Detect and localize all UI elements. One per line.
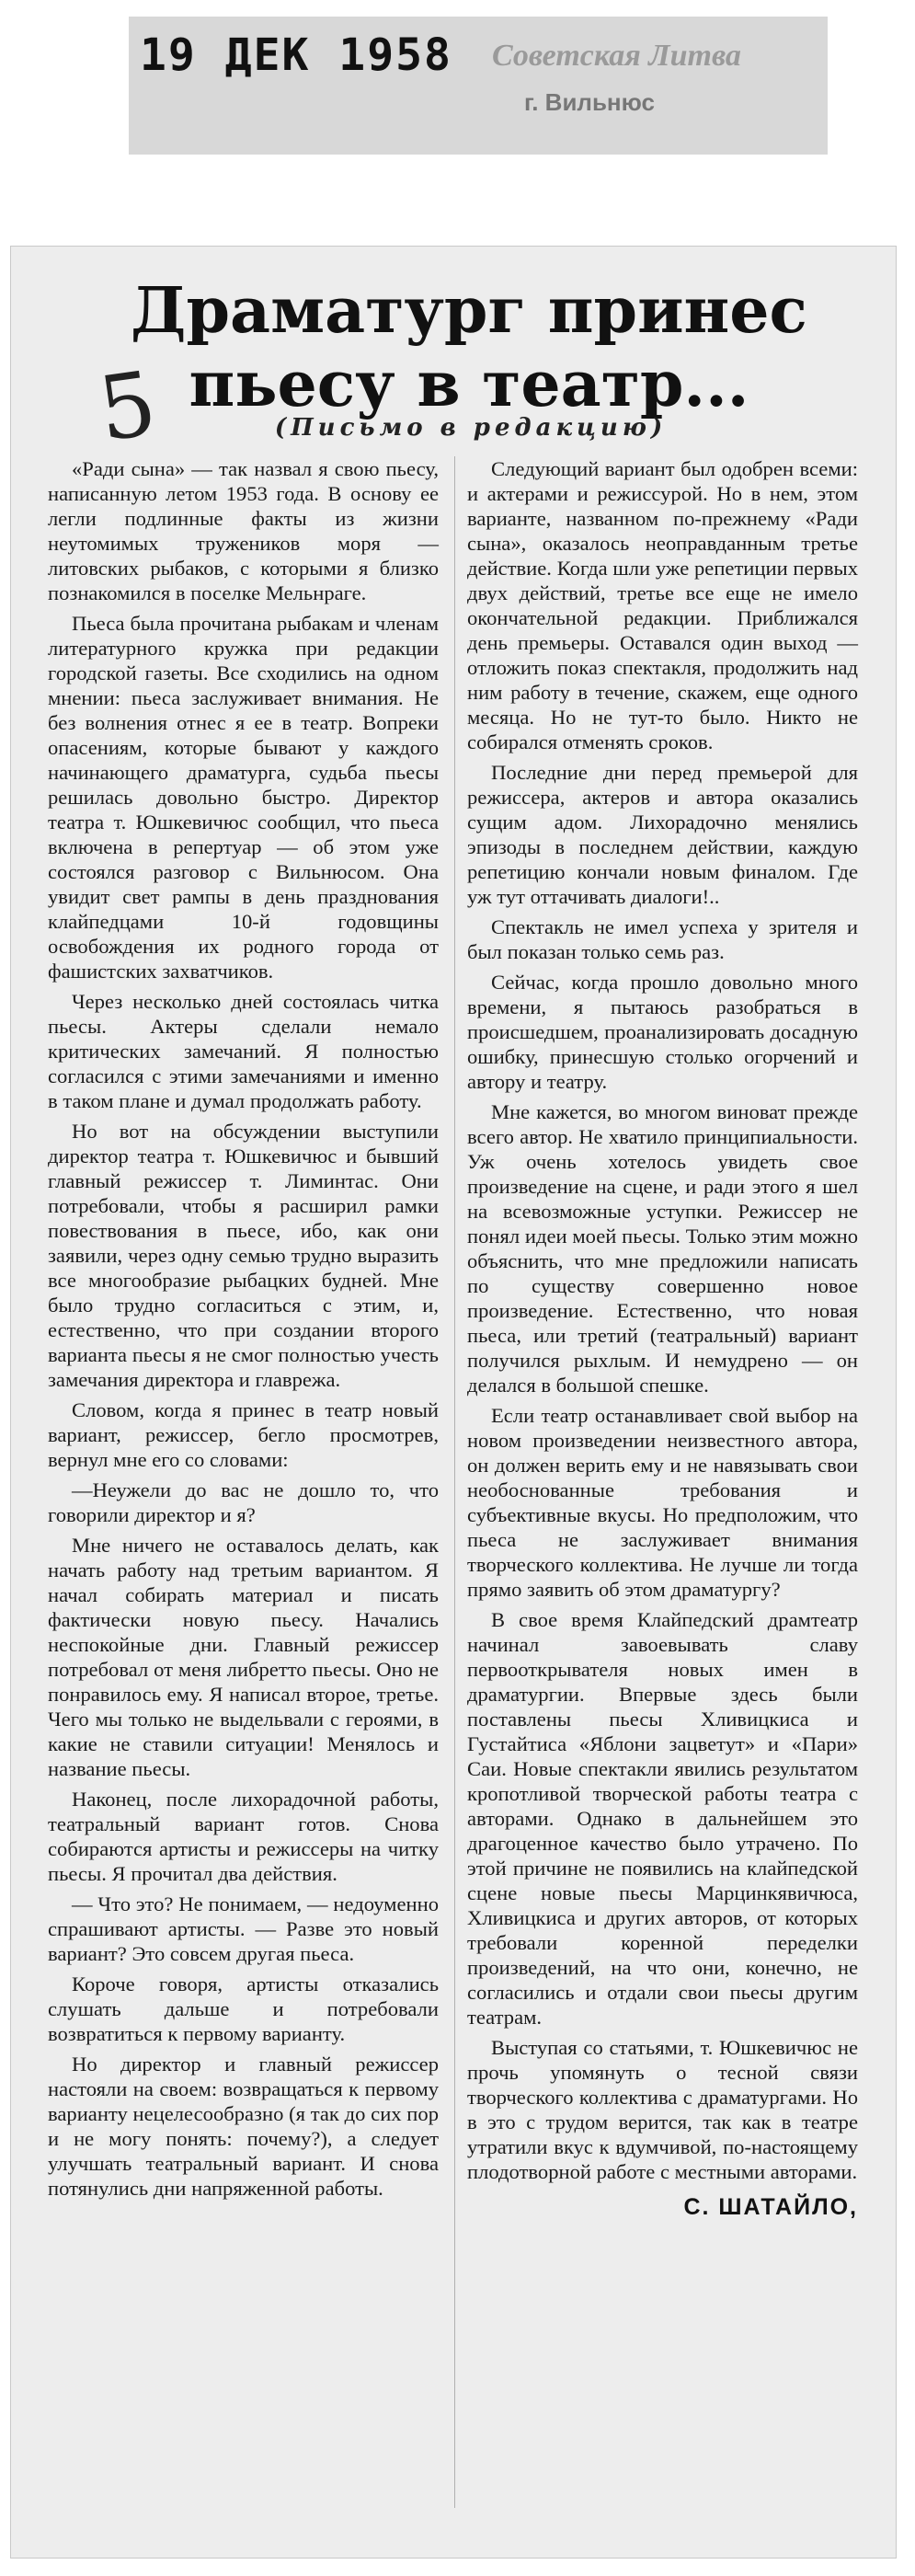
paragraph: Следующий вариант был одобрен всеми: и актерами и режиссурой. Но в нем, этом варианте, названном по-прежнему «Ради сына», оказалось неоправданным третье действие. Когда шли уже репетиции первых двух действий, третье все еще не имело окончательной редакции. Приближался день премьеры. Оставался один выход — отложить показ спектакля, продолжить над ним работу в течение, скажем, еще одного месяца. Но не тут-то было. Никто не собирался отменять сроков. (467, 457, 858, 753)
article-column-left (48, 456, 439, 2206)
stamp-date: 19 ДЕК 1958 (140, 29, 452, 81)
article-subheading: (Письмо в редакцию) (274, 414, 668, 442)
paragraph: Пьеса была прочитана рыбакам и членам литературного кружка при редакции городской газеты. Все сходились на одном мнении: пьеса заслуживает внимания. Не без волнения отнес я ее в театр. Вопреки опасениям, которые бывают у каждого начинающего драматурга, судьба пьесы решилась довольно быстро. Директор театра т. Юшкевичюс сообщил, что пьеса включена в репертуар — об этом уже состоялся разговор с Вильнюсом. Она увидит свет рампы в день празднования клайпедцами 10-й годовщины освобождения их родного города от фашистских захватчиков. (48, 612, 439, 983)
paragraph: Спектакль не имел успеха у зрителя и был показан только семь раз. (467, 915, 858, 963)
paragraph: Мне ничего не оставалось делать, как начать работу над третьим вариантом. Я начал собирать материал и писать фактически новую пьесу. Начались неспокойные дни. Главный режиссер потребовал от меня либретто пьесы. Оно не понравилось ему. Я написал второе, третье. Чего мы только не выдельвали с героями, в какие не ставили ситуации! Менялось и название пьесы. (48, 1534, 439, 1780)
newspaper-clipping (11, 247, 896, 2558)
paragraph: Но директор и главный режиссер настояли на своем: возвращаться к первому варианту нецелесообразно (я так до сих пор и не могу понять: почему?), а следует улучшать театральный вариант. И снова потянулись дни напряженной работы. (48, 2053, 439, 2200)
clipping-stamp (129, 17, 828, 155)
author-signature: С. ШАТАЙЛО, (683, 2194, 858, 2220)
paragraph: Наконец, после лихорадочной работы, театральный вариант готов. Снова собираются артисты и режиссеры на читку пьесы. Я прочитал два действия. (48, 1788, 439, 1885)
paragraph: Но вот на обсуждении выступили директор театра т. Юшкевичюс и бывший главный режиссер т. Лиминтас. Они потребовали, чтобы я расширил рамки повествования в пьесе, ибо, как они заявили, через одну семью трудно выразить все многообразие рыбацких будней. Мне было трудно согласиться с этим, и, естественно, что при создании второго варианта пьесы я не смог полностью учесть замечания директора и главрежа. (48, 1120, 439, 1391)
paragraph: Мне кажется, во многом виноват прежде всего автор. Не хватило принципиальности. Уж очень хотелось увидеть свое произведение на сцене, и ради этого я шел на всевозможные уступки. Режиссер не понял идеи моей пьесы. Только этим можно объяснить, что мне предложили написать по существу совершенно новое произведение. Естественно, что новая пьеса, или третий (театральный) вариант получился рыхлым. И немудрено — он делался в большой спешке. (467, 1100, 858, 1397)
column-divider (454, 456, 455, 2508)
paragraph: Через несколько дней состоялась читка пьесы. Актеры сделали немало критических замечаний. Я полностью согласился с этими замечаниями и именно в таком плане и думал продолжать работу. (48, 990, 439, 1112)
paragraph: Выступая со статьями, т. Юшкевичюс не прочь упомянуть о тесной связи творческого коллектива с драматургами. Но в это с трудом верится, так как в театре утратили вкус к вдумчивой, по-настоящему плодотворной работе с местными авторами. (467, 2036, 858, 2183)
paragraph: Сейчас, когда прошло довольно много времени, я пытаюсь разобраться в происшедшем, проанализировать досадную ошибку, принесшую столько огорчений и автору и театру. (467, 971, 858, 1093)
paragraph: —Неужели до вас не дошло то, что говорили директор и я? (48, 1478, 439, 1526)
paragraph: Последние дни перед премьерой для режиссера, актеров и автора оказались сущим адом. Лихорадочно менялись эпизоды в последнем действии, каждую репетицию кончали новым финалом. Где уж тут оттачивать диалоги!.. (467, 761, 858, 908)
stamp-newspaper: Советская Литва (492, 39, 741, 73)
paragraph: «Ради сына» — так назвал я свою пьесу, написанную летом 1953 года. В основу ее легли подлинные факты из жизни неутомимых тружеников моря — литовских рыбаков, с которыми я близко познакомился в поселке Мельнраге. (48, 457, 439, 604)
paragraph: В свое время Клайпедский драмтеатр начинал завоевывать славу первооткрывателя новых имен в драматургии. Впервые здесь были поставлены пьесы Хливицкиса и Густайтиса «Яблони зацветут» и «Пари» Саи. Новые спектакли явились результатом кропотливой творческой работы театра с авторами. Однако в дальнейшем это драгоценное качество было утрачено. По этой причине не появились на клайпедской сцене новые пьесы Марцинкявичюса, Хливицкиса и других авторов, от которых требовали коренной переделки произведений, на что они, конечно, не согласились и отдали свои пьесы другим театрам. (467, 1608, 858, 2029)
paragraph: Словом, когда я принес в театр новый вариант, режиссер, бегло просмотрев, вернул мне его со словами: (48, 1398, 439, 1471)
stamp-city: г. Вильнюс (524, 88, 655, 116)
handwritten-mark: 5 (92, 351, 163, 462)
article-column-right (467, 456, 858, 2220)
article-headline: Драматург принес пьесу в театр... (131, 274, 807, 421)
paragraph: Если театр останавливает свой выбор на новом произведении неизвестного автора, он должен верить ему и не навязывать свои необоснованные требования и субъективные вкусы. Но предположим, что пьеса не заслуживает внимания творческого коллектива. Не лучше ли тогда прямо заявить об этом драматургу? (467, 1404, 858, 1601)
paragraph: — Что это? Не понимаем, — недоуменно спрашивают артисты. — Разве это новый вариант? Это совсем другая пьеса. (48, 1892, 439, 1965)
paragraph: Короче говоря, артисты отказались слушать дальше и потребовали возвратиться к первому варианту. (48, 1972, 439, 2045)
